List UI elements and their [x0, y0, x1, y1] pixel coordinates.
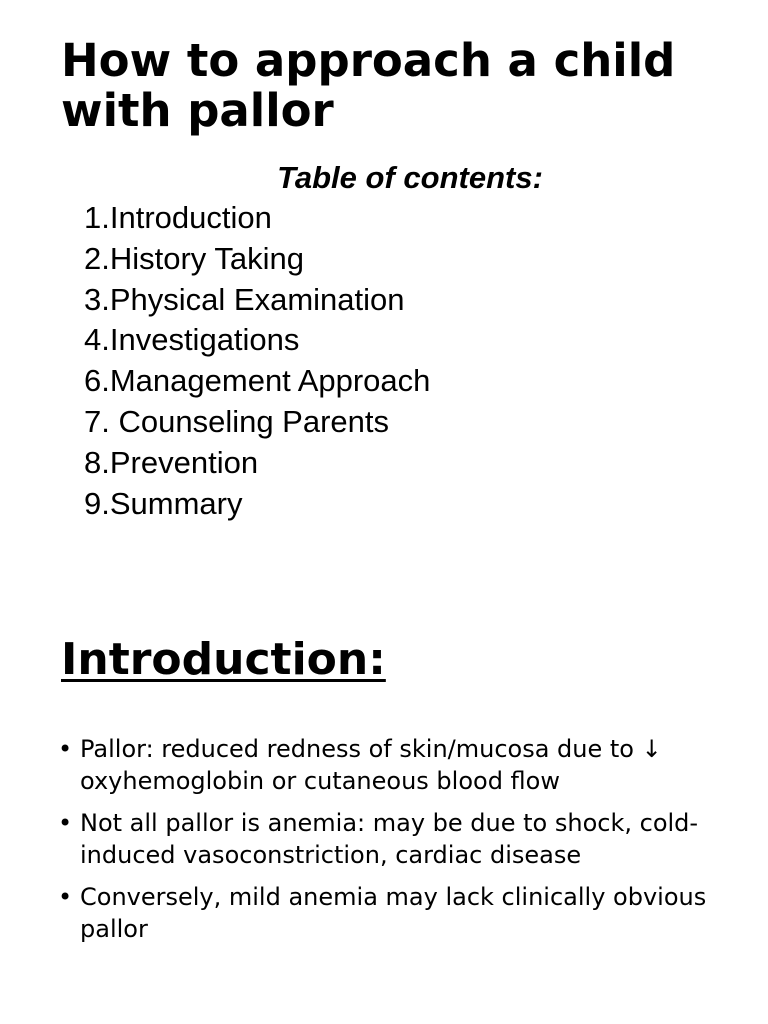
introduction-bullet-2 — [58, 807, 718, 871]
introduction-bullet-3 — [58, 881, 718, 945]
table-of-contents-list — [84, 198, 430, 524]
toc-item-counseling-parents: 7. Counseling Parents — [84, 403, 390, 439]
introduction-bullet-list — [58, 733, 718, 955]
introduction-heading: Introduction: — [61, 634, 386, 685]
bullet-icon: • — [58, 809, 73, 837]
toc-item-management-approach: 6.Management Approach — [84, 363, 431, 399]
bullet-icon: • — [58, 735, 73, 763]
introduction-bullet-1 — [58, 733, 718, 797]
toc-item-introduction: 1.Introduction — [84, 200, 272, 235]
bullet-text: Pallor: reduced redness of skin/mucosa due to ↓ oxyhemoglobin or cutaneous blood flow — [80, 735, 662, 795]
toc-item-summary: 9.Summary — [84, 485, 243, 521]
table-of-contents-heading: Table of contents: — [277, 160, 543, 195]
toc-item-physical-examination: 3.Physical Examination — [84, 281, 405, 317]
bullet-text: Conversely, mild anemia may lack clinically obvious pallor — [80, 883, 707, 943]
document-title: How to approach a child with pallor — [61, 34, 676, 137]
toc-item-investigations: 4.Investigations — [84, 322, 300, 358]
toc-item-prevention: 8.Prevention — [84, 444, 259, 480]
toc-item-history-taking: 2.History Taking — [84, 240, 304, 276]
bullet-icon: • — [58, 883, 73, 911]
bullet-text: Not all pallor is anemia: may be due to shock, cold-induced vasoconstriction, cardiac disease — [80, 809, 699, 869]
